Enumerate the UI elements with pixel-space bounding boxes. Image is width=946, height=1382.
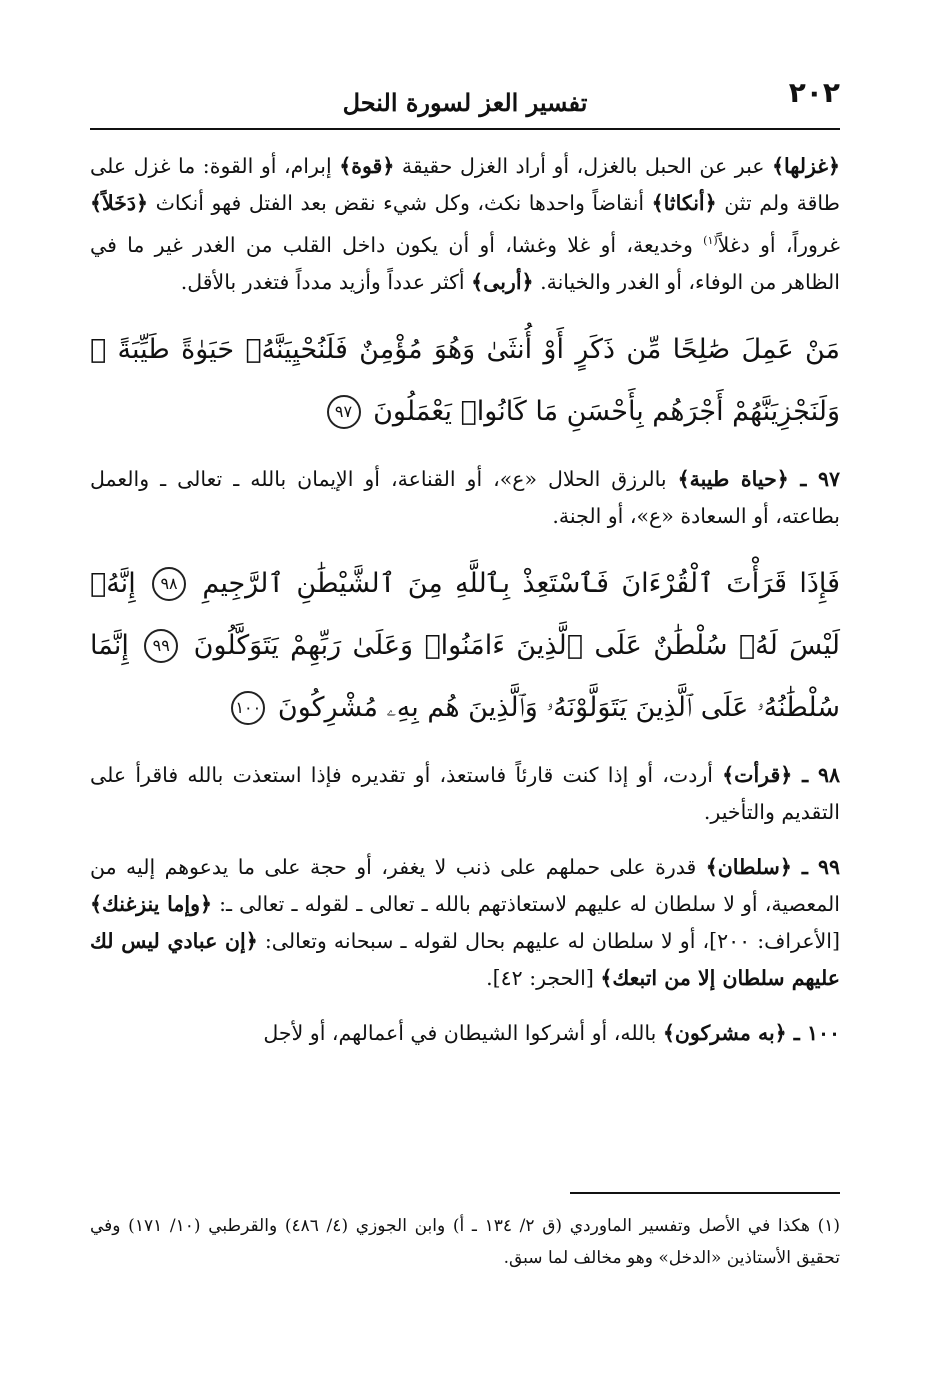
ayah-number-mark: ١٠٠: [231, 691, 265, 725]
text: [الحجر: ٤٢].: [486, 965, 601, 990]
text: غروراً، أو دغلاً: [717, 232, 840, 257]
book-page: [90, 70, 841, 1268]
commentary-paragraph-97: [90, 461, 840, 535]
commentary-paragraph-99: [90, 849, 840, 997]
commentary-paragraph-98: [90, 757, 840, 831]
verse-text: مَنْ عَمِلَ صَٰلِحًا مِّن ذَكَرٍ أَوْ أُنثَىٰ وَهُوَ مُؤْمِنٌ فَلَنُحْيِيَنَّهُۥ حَيَوٰةً طَيِّبَةً ۖ وَلَنَجْزِيَنَّهُمْ أَجْرَهُم بِأَحْسَنِ مَا كَانُوا۟ يَعْمَلُونَ: [90, 333, 840, 427]
verse-text: إِنَّمَا سُلْطَٰنُهُۥ عَلَى ٱلَّذِينَ يَتَوَلَّوْنَهُۥ وَٱلَّذِينَ هُم بِهِۦ مُشْرِكُونَ: [90, 629, 840, 723]
keyword: ﴿به مشركون﴾: [662, 1020, 787, 1045]
quran-verse-97: [90, 319, 840, 443]
keyword: ﴿وإما ينزغنك﴾: [90, 891, 212, 916]
footnote-rule: [570, 1192, 840, 1194]
verse-number: ٩٩ ـ: [791, 854, 840, 879]
ayah-number-mark: ٩٧: [327, 395, 361, 429]
keyword: ﴿سلطان﴾: [705, 854, 792, 879]
verse-text: إِنَّهُۥ لَيْسَ لَهُۥ سُلْطَٰنٌ عَلَى ٱلَّذِينَ ءَامَنُوا۟ وَعَلَىٰ رَبِّهِمْ يَتَوَكَّلُونَ: [90, 567, 840, 661]
keyword: ﴿إن عبادي ليس لك عليهم سلطان إلا من اتبعك﴾: [90, 928, 840, 990]
ayah-number-mark: ٩٨: [152, 567, 186, 601]
quran-verses-98-100: [90, 553, 840, 739]
keyword: ﴿دَخَلاً﴾: [90, 191, 149, 215]
verse-number: ١٠٠ ـ: [786, 1020, 840, 1045]
footnote: (١) هكذا في الأصل وتفسير الماوردي (ق ٢/ ١٣٤ ـ أ) وابن الجوزي (٤/ ٤٨٦) والقرطبي (١٠/ ١٧١) وفي تحقيق الأستاذين «الدخل» وهو مخالف لما سبق.: [90, 1216, 841, 1268]
header-rule: [90, 128, 840, 130]
page-header: [90, 70, 840, 126]
page-body: [90, 148, 840, 1052]
text: أنقاضاً واحدها نكث، وكل شيء نقض بعد الفتل فهو أنكاث: [148, 191, 652, 215]
ayah-number-mark: ٩٩: [144, 629, 178, 663]
text: بالرزق الحلال «ع»، أو القناعة، أو الإيمان بالله ـ تعالى ـ والعمل بطاعته، أو السعادة «ع»، أو الجنة.: [90, 466, 840, 528]
text: إبرام، أو القوة: ما غزل على طاقة ولم تثن: [90, 154, 840, 215]
text: أردت، أو إذا كنت قارئاً فاستعذ، أو تقديره فإذا استعذت بالله فاقرأ على التقديم والتأخير.: [90, 762, 840, 824]
verse-number: ٩٧ ـ: [788, 466, 841, 491]
keyword: ﴿غزلها﴾: [772, 154, 841, 178]
text: وخديعة، أو غلا وغشا، أو أن يكون داخل القلب من الغدر غير ما في الظاهر من الوفاء، أو الغدر والخيانة.: [90, 232, 840, 294]
page-number: ٢٠٢: [788, 76, 840, 109]
text: عبر عن الحبل بالغزل، أو أراد الغزل حقيقة: [394, 154, 773, 178]
keyword: ﴿أنكاثا﴾: [651, 191, 717, 215]
keyword: ﴿قرأت﴾: [722, 762, 793, 787]
running-title: تفسير العز لسورة النحل: [342, 88, 588, 117]
keyword: ﴿قوة﴾: [339, 154, 395, 178]
keyword: ﴿أربى﴾: [471, 269, 534, 294]
text: بالله، أو أشركوا الشيطان في أعمالهم، أو لأجل: [263, 1020, 663, 1045]
commentary-paragraph-1: [90, 148, 840, 301]
verse-number: ٩٨ ـ: [792, 762, 840, 787]
commentary-paragraph-100: [90, 1015, 840, 1052]
footnote-reference: (١): [703, 234, 718, 247]
text: أكثر عدداً وأزيد مدداً فتغدر بالأقل.: [180, 269, 472, 294]
text: قدرة على حملهم على ذنب لا يغفر، أو حجة على ما يدعوهم إليه من المعصية، أو لا سلطان له عليهم لاستعاذتهم بالله ـ تعالى ـ لقوله ـ تعالى ـ:: [90, 854, 841, 916]
verse-text: فَإِذَا قَرَأْتَ ٱلْقُرْءَانَ فَٱسْتَعِذْ بِٱللَّهِ مِنَ ٱلشَّيْطَٰنِ ٱلرَّجِيمِ: [202, 567, 840, 599]
text: [الأعراف: ٢٠٠]، أو لا سلطان له عليهم بحال لقوله ـ سبحانه وتعالى:: [257, 928, 840, 953]
keyword: ﴿حياة طيبة﴾: [677, 466, 789, 491]
